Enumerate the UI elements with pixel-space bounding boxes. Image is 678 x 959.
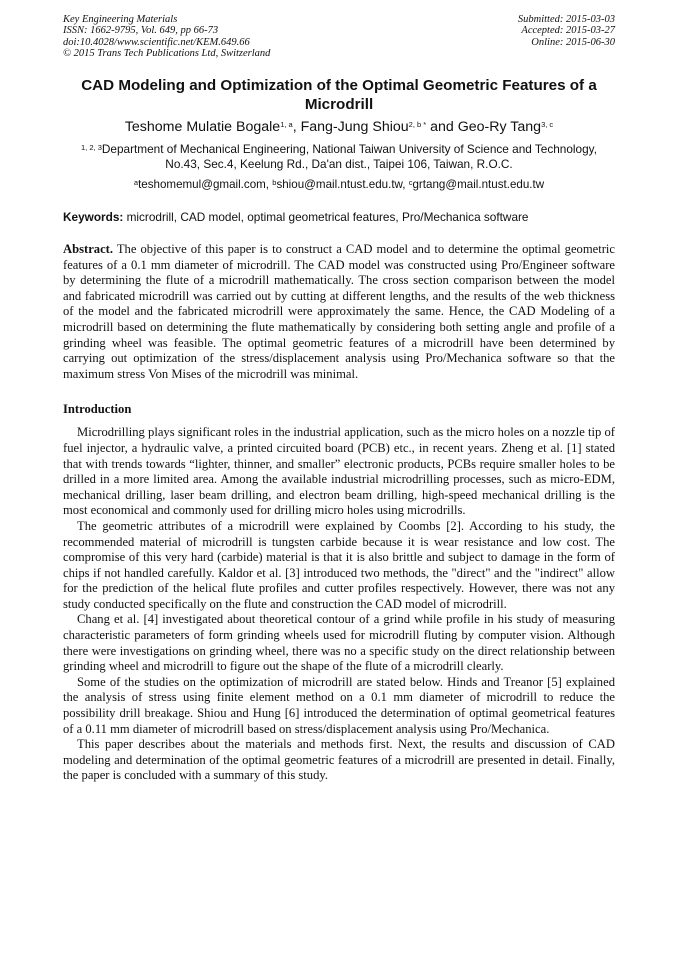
journal-issn: ISSN: 1662-9795, Vol. 649, pp 66-73 xyxy=(63,25,219,37)
paper-title: CAD Modeling and Optimization of the Optimal Geometric Features of a Microdrill xyxy=(81,77,597,113)
keywords-label: Keywords: xyxy=(63,210,124,224)
author-affiliation-mark: 1, a xyxy=(280,120,293,129)
paragraph: Some of the studies on the optimization of microdrill are stated below. Hinds and Treanor [5] explained the analysis of stress using finite element method on a 0.1 mm diameter of microdrill to reduce the possibility drill breakage. Shiou and Hung [6] introduced the determination of optimal geometrical features of a 0.11 mm diameter of microdrill based on stress/displacement analysis using Pro/Mechanica. xyxy=(63,674,615,736)
submitted-date: Submitted: 2015-03-03 xyxy=(517,14,615,25)
affiliation-line: Department of Mechanical Engineering, National Taiwan University of Science and Technology, xyxy=(101,142,597,156)
keywords xyxy=(63,210,615,224)
paper-page xyxy=(63,14,615,784)
author-affiliation-mark: 2, b * xyxy=(408,120,427,129)
introduction-heading: Introduction xyxy=(63,402,132,417)
email-address: teshomemul@gmail.com, xyxy=(138,178,273,191)
paragraph: Chang et al. [4] investigated about theoretical contour of a grind while profile in his study of measuring characteristic parameters of form grinding wheels used for microdrill fluting by computer vision. Although there were investigations on grinding wheel, there was no a specific study on the direct relationship between grinding wheel and microdrill to figure out the shape of the flute of a microdrill clearly. xyxy=(63,612,615,674)
author-name: , Fang-Jung Shiou xyxy=(292,119,409,135)
author-list xyxy=(63,118,615,136)
email-mark: c xyxy=(408,178,413,187)
journal-info xyxy=(63,14,270,60)
affiliation-mark: 1, 2, 3 xyxy=(81,143,102,152)
author-emails xyxy=(63,178,615,192)
submission-dates xyxy=(518,14,615,48)
abstract-label: Abstract. xyxy=(63,242,114,256)
journal-name: Key Engineering Materials xyxy=(63,14,178,25)
paragraph: The geometric attributes of a microdrill were explained by Coombs [2]. According to his study, the recommended material of microdrill is tungsten carbide because it is wear resistance and low cost. The compromise of this very hard (carbide) material is that it is also brittle and subject to damage in the form of chips if not handled carefully. Kaldor et al. [3] introduced two methods, the "direct" and the "indirect" allow for the prediction of the helical flute profiles and cutter profiles respectively. However, there was not any study conducted specifically on the flute and construction the CAD model of microdrill. xyxy=(63,518,615,611)
online-date: Online: 2015-06-30 xyxy=(531,36,615,48)
author-name: Teshome Mulatie Bogale xyxy=(124,119,281,135)
accepted-date: Accepted: 2015-03-27 xyxy=(521,25,615,37)
introduction-body xyxy=(63,425,615,784)
author-name: and Geo-Ry Tang xyxy=(426,119,542,135)
affiliation xyxy=(63,142,615,172)
affiliation-line: No.43, Sec.4, Keelung Rd., Da'an dist., Taipei 106, Taiwan, R.O.C. xyxy=(165,157,513,171)
journal-copyright: © 2015 Trans Tech Publications Ltd, Switzerland xyxy=(63,48,271,60)
email-mark: a xyxy=(133,178,139,187)
paragraph: Microdrilling plays significant roles in the industrial application, such as the micro holes on a nozzle tip of fuel injector, a hydraulic valve, a printed circuited board (PCB) etc., in recent years. Zheng et al. [1] stated that with trends towards “lighter, thinner, and smaller” electronic products, PCBs require smaller holes to be drilled in a more limited area. Among the available industrial microdrilling processes, such as micro-EDM, mechanical drilling, laser beam drilling, and electron beam drilling, high-speed mechanical drilling is the most economical and commonly used for drilling micro holes using microdrills. xyxy=(63,425,615,518)
email-mark: b xyxy=(272,178,277,187)
email-address: grtang@mail.ntust.edu.tw xyxy=(412,178,545,191)
journal-doi: doi:10.4028/www.scientific.net/KEM.649.66 xyxy=(63,36,250,48)
author-affiliation-mark: 3, c xyxy=(541,120,554,129)
email-address: shiou@mail.ntust.edu.tw, xyxy=(276,178,409,191)
abstract xyxy=(63,242,615,382)
paragraph: This paper describes about the materials and methods first. Next, the results and discussion of CAD modeling and determination of the optimal geometric features of a microdrill are presented in detail. Finally, the paper is concluded with a summary of this study. xyxy=(63,737,615,783)
keywords-text: microdrill, CAD model, optimal geometrical features, Pro/Mechanica software xyxy=(123,210,529,224)
journal-header xyxy=(63,14,615,62)
abstract-text: The objective of this paper is to construct a CAD model and to determine the optimal geometric features of a 0.1 mm diameter of microdrill. The CAD model was constructed using Pro/Engineer software by determining the flute of a microdrill mathematically. The cross section comparison between the model and fabricated microdrill was carried out by cutting at different lengths, and the results of the web thickness of the model and the fabricated microdrill were approximately the same. Hence, the CAD Modeling of a microdrill based on determining the flute mathematically by considering both setting angle and profile of a grinding wheel was feasible. The optimal geometric features of a microdrill have been determined by carrying out optimization of the stress/displacement analysis using Pro/Mechanica software so that the maximum stress Von Mises of the microdrill was minimal. xyxy=(63,242,615,381)
